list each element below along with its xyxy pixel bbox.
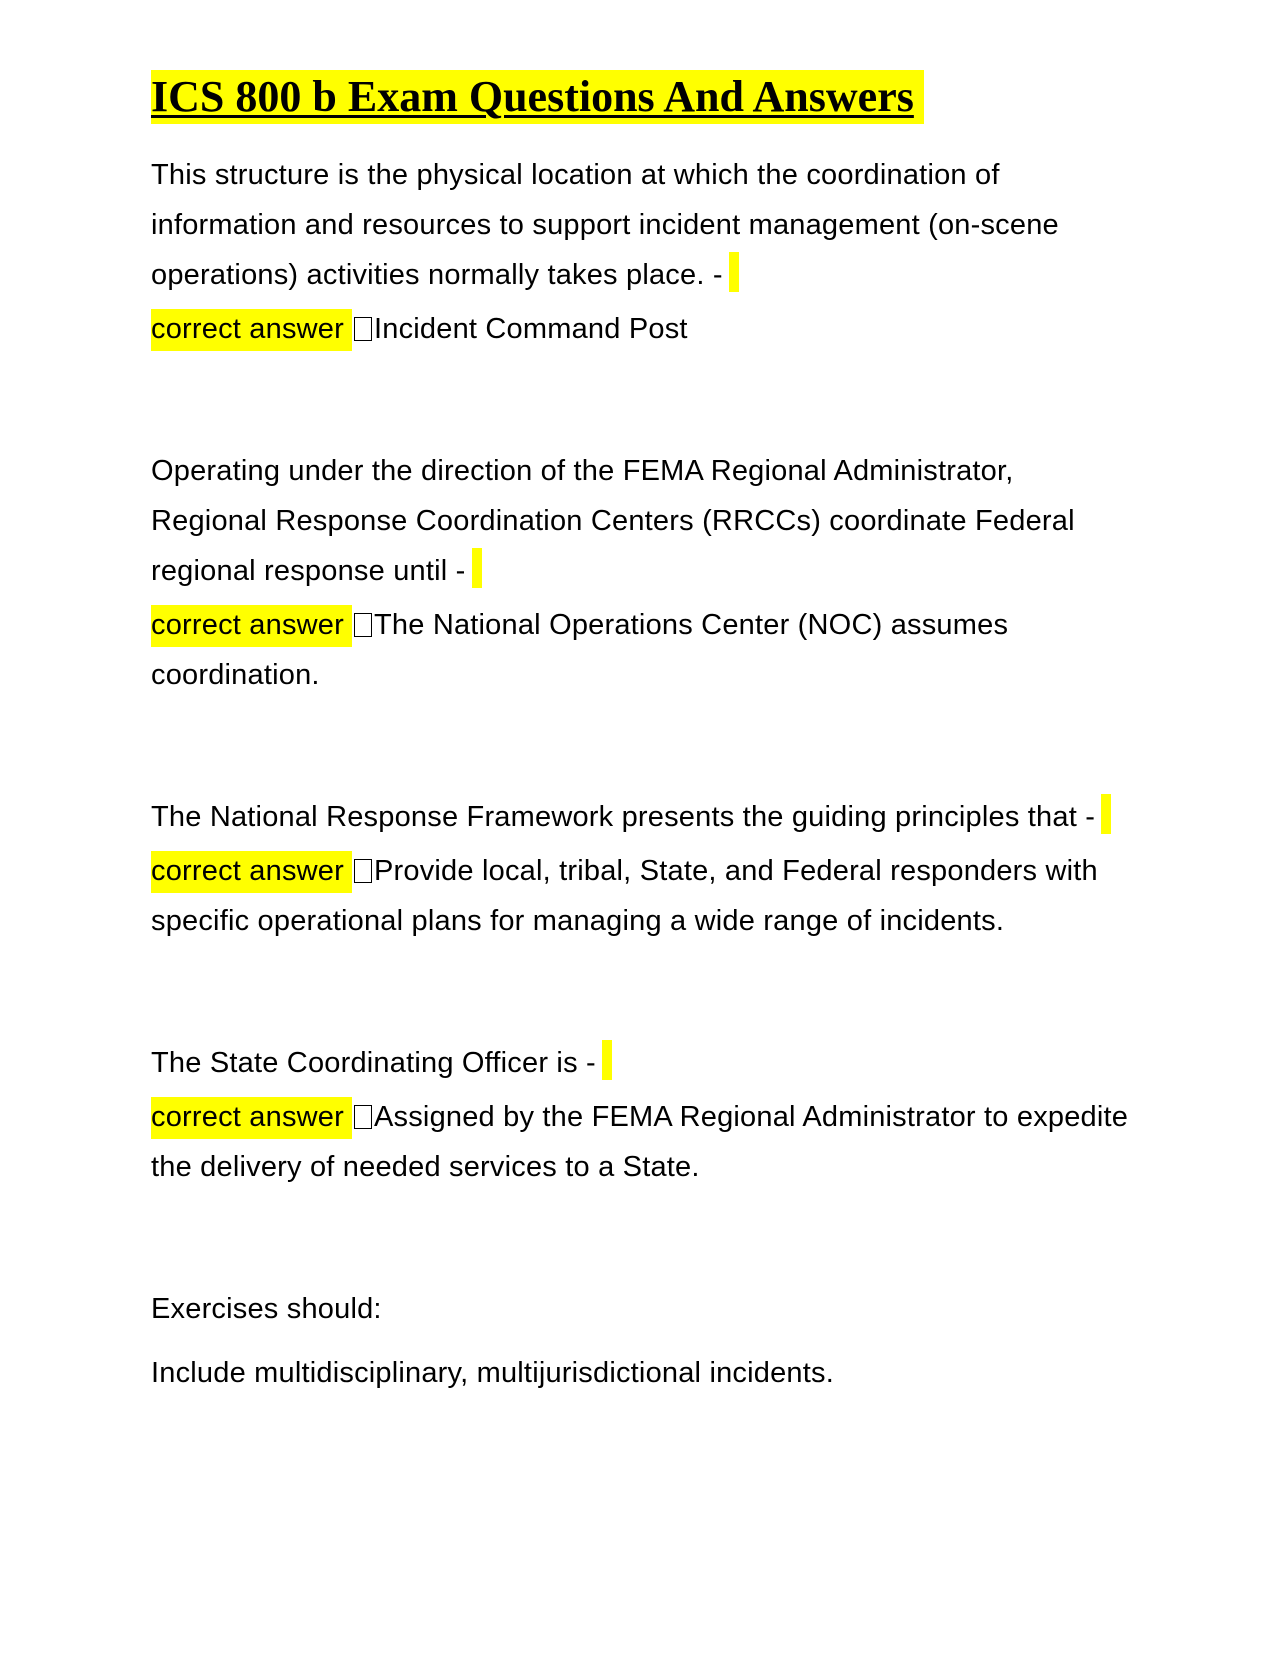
answer-text: correct answer Assigned by the FEMA Regional Administrator to expedite the delivery of needed services to a State. xyxy=(151,1092,1131,1192)
answer-text: correct answer Incident Command Post xyxy=(151,304,1131,354)
missing-glyph-icon xyxy=(354,1105,372,1129)
answer-label: correct answer xyxy=(151,851,352,893)
answer-label: correct answer xyxy=(151,1097,352,1139)
answer-text: correct answer The National Operations Center (NOC) assumes coordination. xyxy=(151,600,1131,700)
trailing-line: Include multidisciplinary, multijurisdictional incidents. xyxy=(151,1357,834,1389)
question-text: The State Coordinating Officer is - xyxy=(151,1038,1131,1088)
answer-label: correct answer xyxy=(151,309,352,351)
qa-item xyxy=(151,1038,1131,1192)
question-text: Operating under the direction of the FEMA Regional Administrator, Regional Response Coordination Centers (RRCCs) coordinate Federal regional response until - xyxy=(151,455,1075,587)
trailing-line: Exercises should: xyxy=(151,1293,382,1325)
missing-glyph-icon xyxy=(354,317,372,341)
document-title: ICS 800 b Exam Questions And Answers xyxy=(151,70,924,124)
highlight-mark xyxy=(1101,794,1111,834)
missing-glyph-icon xyxy=(354,859,372,883)
missing-glyph-icon xyxy=(354,613,372,637)
document-content xyxy=(151,70,1131,1398)
highlight-mark xyxy=(602,1040,612,1080)
qa-item xyxy=(151,150,1131,354)
qa-item xyxy=(151,446,1131,700)
qa-item xyxy=(151,792,1131,946)
question-text: The National Response Framework presents the guiding principles that - xyxy=(151,792,1131,842)
question-text: This structure is the physical location at which the coordination of information and resources to support incident management (on-scene operations) activities normally takes place. - xyxy=(151,159,1059,291)
answer-text: correct answer Provide local, tribal, State, and Federal responders with specific operational plans for managing a wide range of incidents. xyxy=(151,846,1131,946)
highlight-mark xyxy=(472,548,482,588)
answer-label: correct answer xyxy=(151,605,352,647)
trailing-block xyxy=(151,1284,1131,1398)
highlight-mark xyxy=(729,252,739,292)
